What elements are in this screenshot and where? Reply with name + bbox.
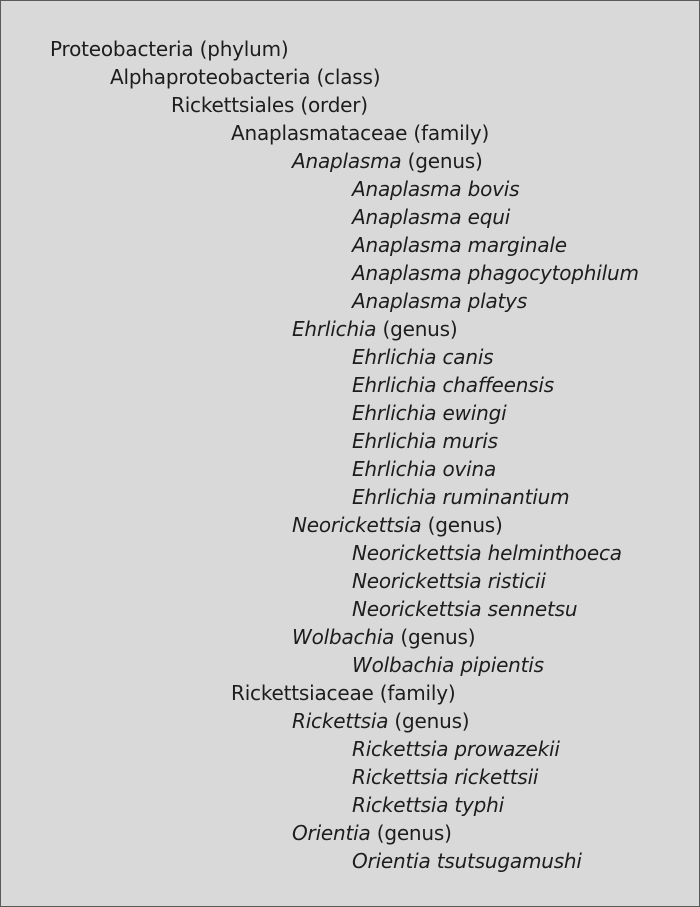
genus-suffix: (genus): [370, 821, 452, 845]
genus-suffix: (genus): [394, 625, 476, 649]
genus-name: Neorickettsia: [292, 513, 422, 537]
species-row: Anaplasma marginale: [352, 233, 567, 257]
genus-anaplasma-row: [1, 147, 699, 175]
genus-suffix: (genus): [401, 149, 483, 173]
order-row: [1, 91, 699, 119]
genus-suffix: (genus): [376, 317, 458, 341]
phylum-label: Proteobacteria (phylum): [50, 37, 289, 61]
family-rickettsiaceae-row: [1, 679, 699, 707]
species-row: Ehrlichia chaffeensis: [352, 373, 554, 397]
species-row: Ehrlichia canis: [352, 345, 494, 369]
species-row: Ehrlichia ovina: [352, 457, 497, 481]
genus-suffix: (genus): [421, 513, 503, 537]
genus-wolbachia-row: [1, 623, 699, 651]
species-row: Ehrlichia ewingi: [352, 401, 507, 425]
taxonomy-tree: [1, 35, 699, 875]
species-row: Rickettsia prowazekii: [352, 737, 560, 761]
species-row: Anaplasma platys: [352, 289, 528, 313]
family-label: Anaplasmataceae (family): [231, 121, 490, 145]
genus-name: Wolbachia: [292, 625, 395, 649]
genus-name: Orientia: [292, 821, 371, 845]
genus-orientia-row: [1, 819, 699, 847]
species-row: Rickettsia typhi: [352, 793, 505, 817]
species-row: Neorickettsia sennetsu: [352, 597, 578, 621]
order-label: Rickettsiales (order): [171, 93, 368, 117]
class-row: [1, 63, 699, 91]
species-row: Neorickettsia risticii: [352, 569, 546, 593]
species-row: Orientia tsutsugamushi: [352, 849, 582, 873]
species-row: Ehrlichia muris: [352, 429, 498, 453]
species-row: Neorickettsia helminthoeca: [352, 541, 622, 565]
species-row: Ehrlichia ruminantium: [352, 485, 570, 509]
genus-neorickettsia-row: [1, 511, 699, 539]
species-row: Anaplasma equi: [352, 205, 511, 229]
family-anaplasmataceae-row: [1, 119, 699, 147]
phylum-row: [1, 35, 699, 63]
family-label: Rickettsiaceae (family): [231, 681, 456, 705]
genus-suffix: (genus): [388, 709, 470, 733]
species-row: Anaplasma bovis: [352, 177, 520, 201]
genus-name: Anaplasma: [292, 149, 402, 173]
genus-name: Ehrlichia: [292, 317, 377, 341]
class-label: Alphaproteobacteria (class): [110, 65, 381, 89]
species-row: Wolbachia pipientis: [352, 653, 544, 677]
genus-ehrlichia-row: [1, 315, 699, 343]
species-row: Anaplasma phagocytophilum: [352, 261, 639, 285]
species-row: Rickettsia rickettsii: [352, 765, 539, 789]
genus-rickettsia-row: [1, 707, 699, 735]
genus-name: Rickettsia: [292, 709, 389, 733]
